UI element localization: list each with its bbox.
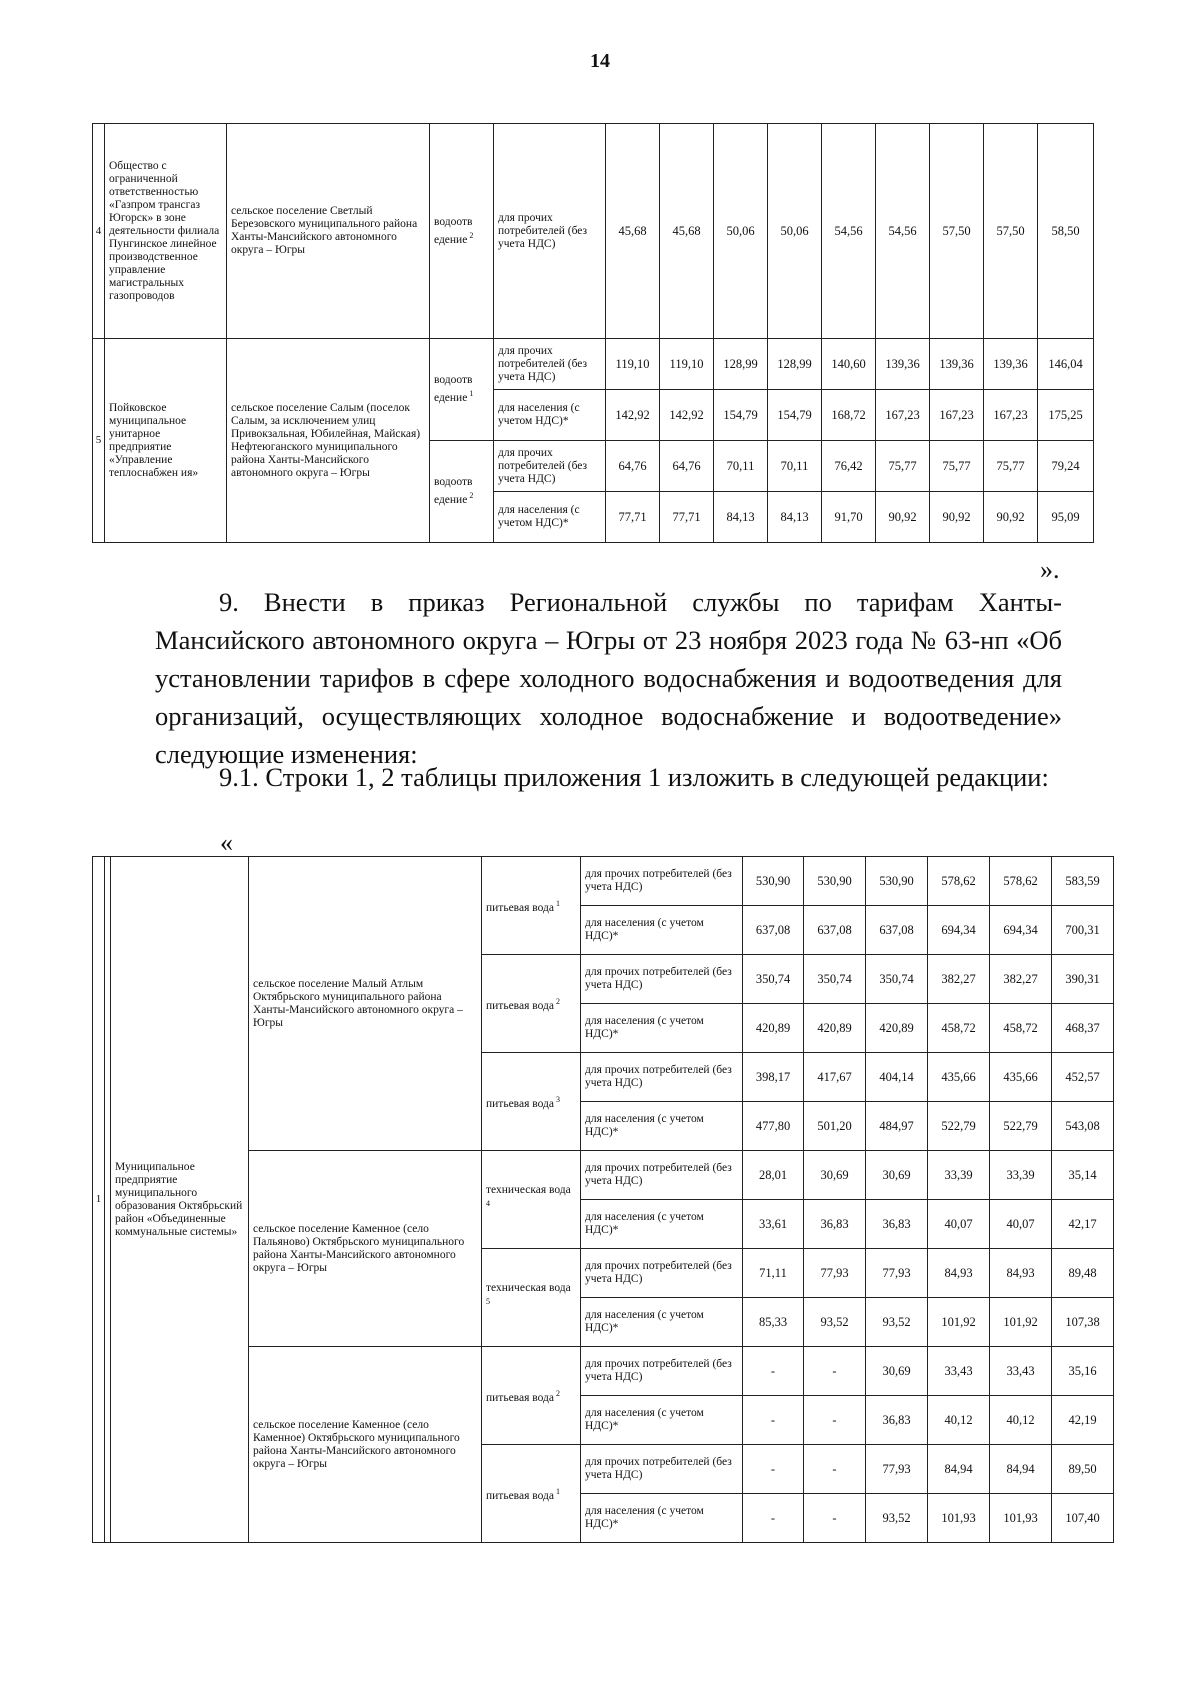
tariff-value: 530,90 <box>743 857 804 906</box>
tariff-value: 33,61 <box>743 1200 804 1249</box>
tariff-value: - <box>804 1445 866 1494</box>
tariff-value: 28,01 <box>743 1151 804 1200</box>
tariff-value: 42,17 <box>1052 1200 1114 1249</box>
tariff-value: 40,12 <box>990 1396 1052 1445</box>
service-cell <box>482 1249 581 1347</box>
tariff-value: 35,14 <box>1052 1151 1114 1200</box>
consumer-category: для прочих потребителей (без учета НДС) <box>581 1445 743 1494</box>
consumer-category: для прочих потребителей (без учета НДС) <box>581 1053 743 1102</box>
page-number: 14 <box>590 50 610 72</box>
tariff-value: 57,50 <box>984 124 1038 339</box>
tariff-value: 76,42 <box>822 441 876 492</box>
tariff-value: 71,11 <box>743 1249 804 1298</box>
tariff-value: 452,57 <box>1052 1053 1114 1102</box>
tariff-value: 90,92 <box>876 492 930 543</box>
tariff-value: 90,92 <box>930 492 984 543</box>
tariff-value: 35,16 <box>1052 1347 1114 1396</box>
service-footnote-mark: 2 <box>467 491 474 501</box>
tariff-value: 101,93 <box>928 1494 990 1543</box>
tariff-value: 128,99 <box>768 339 822 390</box>
tariff-value: 30,69 <box>866 1151 928 1200</box>
tariff-value: 477,80 <box>743 1102 804 1151</box>
service-footnote-mark: 4 <box>486 1199 490 1209</box>
tariff-value: 84,94 <box>990 1445 1052 1494</box>
tariff-value: 45,68 <box>606 124 660 339</box>
tariff-value: 30,69 <box>804 1151 866 1200</box>
tariff-value: 637,08 <box>804 906 866 955</box>
service-footnote-mark: 1 <box>467 389 474 399</box>
tariff-value: 522,79 <box>928 1102 990 1151</box>
tariff-value: 501,20 <box>804 1102 866 1151</box>
tariff-value: 154,79 <box>768 390 822 441</box>
tariff-value: 77,93 <box>804 1249 866 1298</box>
tariff-value: 107,40 <box>1052 1494 1114 1543</box>
tariff-value: 64,76 <box>606 441 660 492</box>
tariff-value: 146,04 <box>1038 339 1094 390</box>
organization-name: Пойковское муниципальное унитарное предприятие «Управление теплоснабжен ия» <box>105 339 227 543</box>
consumer-category: для прочих потребителей (без учета НДС) <box>581 1151 743 1200</box>
consumer-category: для прочих потребителей (без учета НДС) <box>581 857 743 906</box>
tariff-value: 84,93 <box>990 1249 1052 1298</box>
tariff-value: 57,50 <box>930 124 984 339</box>
tariff-value: 583,59 <box>1052 857 1114 906</box>
tariff-value: 101,92 <box>928 1298 990 1347</box>
row-number: 1 <box>93 857 105 1543</box>
consumer-category: для населения (с учетом НДС)* <box>581 1102 743 1151</box>
tariff-value: - <box>743 1494 804 1543</box>
consumer-category: для прочих потребителей (без учета НДС) <box>494 441 606 492</box>
consumer-category: для населения (с учетом НДС)* <box>494 492 606 543</box>
consumer-category: для населения (с учетом НДС)* <box>581 1200 743 1249</box>
tariff-value: 154,79 <box>714 390 768 441</box>
tariff-value: 40,12 <box>928 1396 990 1445</box>
tariff-value: 79,24 <box>1038 441 1094 492</box>
service-footnote-mark: 5 <box>486 1297 490 1307</box>
service-footnote-mark: 3 <box>553 1094 560 1104</box>
service-cell <box>482 1445 581 1543</box>
tariff-value: 382,27 <box>928 955 990 1004</box>
tariff-value: 435,66 <box>928 1053 990 1102</box>
service-footnote-mark: 1 <box>553 898 560 908</box>
consumer-category: для прочих потребителей (без учета НДС) <box>581 1347 743 1396</box>
consumer-category: для населения (с учетом НДС)* <box>581 1004 743 1053</box>
service-type: водоотв едение <box>434 374 473 404</box>
tariff-value: 142,92 <box>660 390 714 441</box>
tariff-value: 77,71 <box>660 492 714 543</box>
service-type: питьевая вода <box>486 901 554 914</box>
table-row <box>93 124 1094 339</box>
territory-name: сельское поселение Малый Атлым Октябрьского муниципального района Ханты-Мансийского автономного округа – Югры <box>249 857 482 1151</box>
tariff-value: 95,09 <box>1038 492 1094 543</box>
consumer-category: для прочих потребителей (без учета НДС) <box>581 955 743 1004</box>
service-footnote-mark: 2 <box>553 1388 560 1398</box>
tariff-value: 84,93 <box>928 1249 990 1298</box>
tariff-value: 139,36 <box>930 339 984 390</box>
tariff-value: 93,52 <box>804 1298 866 1347</box>
row-number: 4 <box>93 124 105 339</box>
tariff-value: 40,07 <box>990 1200 1052 1249</box>
tariff-value: 45,68 <box>660 124 714 339</box>
territory-name: сельское поселение Каменное (село Пальяново) Октябрьского муниципального района Ханты-Мансийского автономного округа – Югры <box>249 1151 482 1347</box>
tariff-value: 128,99 <box>714 339 768 390</box>
service-cell <box>482 955 581 1053</box>
tariff-value: 36,83 <box>866 1396 928 1445</box>
tariff-value: 700,31 <box>1052 906 1114 955</box>
tariff-value: 350,74 <box>866 955 928 1004</box>
tariff-value: 435,66 <box>990 1053 1052 1102</box>
tariff-value: 75,77 <box>984 441 1038 492</box>
tariff-value: 458,72 <box>928 1004 990 1053</box>
tariff-value: 70,11 <box>768 441 822 492</box>
tariff-value: 107,38 <box>1052 1298 1114 1347</box>
tariff-value: 140,60 <box>822 339 876 390</box>
tariff-value: 420,89 <box>804 1004 866 1053</box>
tariff-table-sewerage <box>92 123 1094 543</box>
service-cell <box>482 1151 581 1249</box>
tariff-value: - <box>743 1396 804 1445</box>
tariff-value: 58,50 <box>1038 124 1094 339</box>
service-type: техническая вода <box>486 1282 571 1295</box>
tariff-table-water <box>92 856 1114 1543</box>
service-type: питьевая вода <box>486 1391 554 1404</box>
consumer-category: для населения (с учетом НДС)* <box>581 1396 743 1445</box>
tariff-value: 420,89 <box>866 1004 928 1053</box>
consumer-category: для населения (с учетом НДС)* <box>581 906 743 955</box>
service-type: водоотв едение <box>434 476 473 506</box>
tariff-value: - <box>743 1445 804 1494</box>
tariff-value: 420,89 <box>743 1004 804 1053</box>
tariff-value: 84,13 <box>768 492 822 543</box>
tariff-value: 694,34 <box>928 906 990 955</box>
service-type: водоотв едение <box>434 215 473 246</box>
organization-name: Муниципальное предприятие муниципального образования Октябрьский район «Объединенные коммунальные системы» <box>111 857 249 1543</box>
tariff-value: 578,62 <box>990 857 1052 906</box>
tariff-value: 168,72 <box>822 390 876 441</box>
tariff-value: 390,31 <box>1052 955 1114 1004</box>
consumer-category: для прочих потребителей (без учета НДС) <box>494 124 606 339</box>
tariff-value: 382,27 <box>990 955 1052 1004</box>
territory-name: сельское поселение Каменное (село Каменное) Октябрьского муниципального района Ханты-Мансийского автономного округа – Югры <box>249 1347 482 1543</box>
tariff-value: 75,77 <box>930 441 984 492</box>
tariff-value: 85,33 <box>743 1298 804 1347</box>
service-cell <box>430 441 494 543</box>
tariff-value: 119,10 <box>606 339 660 390</box>
tariff-value: 530,90 <box>804 857 866 906</box>
service-type: питьевая вода <box>486 999 554 1012</box>
consumer-category: для прочих потребителей (без учета НДС) <box>581 1249 743 1298</box>
tariff-value: 33,39 <box>928 1151 990 1200</box>
tariff-value: 167,23 <box>876 390 930 441</box>
tariff-value: 91,70 <box>822 492 876 543</box>
consumer-category: для населения (с учетом НДС)* <box>494 390 606 441</box>
tariff-value: 70,11 <box>714 441 768 492</box>
tariff-value: - <box>804 1396 866 1445</box>
service-cell <box>482 857 581 955</box>
tariff-value: 175,25 <box>1038 390 1094 441</box>
service-footnote-mark: 1 <box>553 1486 560 1496</box>
territory-name: сельское поселение Светлый Березовского муниципального района Ханты-Мансийского автономного округа – Югры <box>227 124 430 339</box>
tariff-value: 75,77 <box>876 441 930 492</box>
tariff-value: 167,23 <box>984 390 1038 441</box>
tariff-value: 33,43 <box>928 1347 990 1396</box>
tariff-value: 119,10 <box>660 339 714 390</box>
tariff-value: 530,90 <box>866 857 928 906</box>
service-type: питьевая вода <box>486 1489 554 1502</box>
tariff-value: - <box>804 1494 866 1543</box>
tariff-value: 84,13 <box>714 492 768 543</box>
organization-name: Общество с ограниченной ответственностью «Газпром трансгаз Югорск» в зоне деятельности филиала Пунгинское линейное производственное управление магистральных газопроводов <box>105 124 227 339</box>
tariff-value: 42,19 <box>1052 1396 1114 1445</box>
closing-quote: ». <box>1040 555 1060 584</box>
service-type: питьевая вода <box>486 1097 554 1110</box>
opening-quote: « <box>220 828 233 857</box>
tariff-value: 142,92 <box>606 390 660 441</box>
tariff-value: 93,52 <box>866 1298 928 1347</box>
tariff-value: 167,23 <box>930 390 984 441</box>
service-cell <box>482 1347 581 1445</box>
tariff-value: 54,56 <box>822 124 876 339</box>
tariff-value: 89,48 <box>1052 1249 1114 1298</box>
tariff-value: 417,67 <box>804 1053 866 1102</box>
consumer-category: для населения (с учетом НДС)* <box>581 1298 743 1347</box>
consumer-category: для населения (с учетом НДС)* <box>581 1494 743 1543</box>
tariff-value: 694,34 <box>990 906 1052 955</box>
consumer-category: для прочих потребителей (без учета НДС) <box>494 339 606 390</box>
service-cell <box>430 339 494 441</box>
tariff-value: 77,93 <box>866 1445 928 1494</box>
tariff-value: 30,69 <box>866 1347 928 1396</box>
tariff-value: - <box>743 1347 804 1396</box>
tariff-value: 101,92 <box>990 1298 1052 1347</box>
row-number: 5 <box>93 339 105 543</box>
tariff-value: 33,43 <box>990 1347 1052 1396</box>
tariff-value: 40,07 <box>928 1200 990 1249</box>
tariff-value: 90,92 <box>984 492 1038 543</box>
tariff-value: 77,93 <box>866 1249 928 1298</box>
tariff-value: 578,62 <box>928 857 990 906</box>
service-cell <box>430 124 494 339</box>
tariff-value: 484,97 <box>866 1102 928 1151</box>
tariff-value: 54,56 <box>876 124 930 339</box>
table-row <box>93 339 1094 390</box>
tariff-value: 93,52 <box>866 1494 928 1543</box>
tariff-value: 77,71 <box>606 492 660 543</box>
tariff-value: 36,83 <box>804 1200 866 1249</box>
tariff-value: 101,93 <box>990 1494 1052 1543</box>
tariff-value: 50,06 <box>768 124 822 339</box>
service-type: техническая вода <box>486 1184 571 1197</box>
paragraph-9: 9. Внести в приказ Региональной службы по тарифам Ханты-Мансийского автономного округа – Югры от 23 ноября 2023 года № 63-нп «Об установлении тарифов в сфере холодного водоснабжения и водоотведения для организаций, осуществляющих холодное водоснабжение и водоотведение» следующие изменения: <box>155 587 1062 769</box>
tariff-value: 350,74 <box>804 955 866 1004</box>
tariff-value: 50,06 <box>714 124 768 339</box>
tariff-value: 64,76 <box>660 441 714 492</box>
tariff-value: 404,14 <box>866 1053 928 1102</box>
tariff-value: - <box>804 1347 866 1396</box>
service-footnote-mark: 2 <box>553 996 560 1006</box>
tariff-value: 543,08 <box>1052 1102 1114 1151</box>
tariff-value: 89,50 <box>1052 1445 1114 1494</box>
tariff-value: 84,94 <box>928 1445 990 1494</box>
tariff-value: 350,74 <box>743 955 804 1004</box>
service-cell <box>482 1053 581 1151</box>
tariff-value: 468,37 <box>1052 1004 1114 1053</box>
paragraph-9-1: 9.1. Строки 1, 2 таблицы приложения 1 изложить в следующей редакции: <box>219 762 1049 792</box>
tariff-value: 36,83 <box>866 1200 928 1249</box>
table-row <box>93 857 1114 906</box>
tariff-value: 522,79 <box>990 1102 1052 1151</box>
tariff-value: 33,39 <box>990 1151 1052 1200</box>
tariff-value: 139,36 <box>984 339 1038 390</box>
tariff-value: 637,08 <box>743 906 804 955</box>
tariff-value: 458,72 <box>990 1004 1052 1053</box>
tariff-value: 398,17 <box>743 1053 804 1102</box>
service-footnote-mark: 2 <box>467 230 474 240</box>
tariff-value: 139,36 <box>876 339 930 390</box>
territory-name: сельское поселение Салым (поселок Салым, за исключением улиц Привокзальная, Юбилейная, Майская) Нефтеюганского муниципального района Ханты-Мансийского автономного округа – Югры <box>227 339 430 543</box>
tariff-value: 637,08 <box>866 906 928 955</box>
